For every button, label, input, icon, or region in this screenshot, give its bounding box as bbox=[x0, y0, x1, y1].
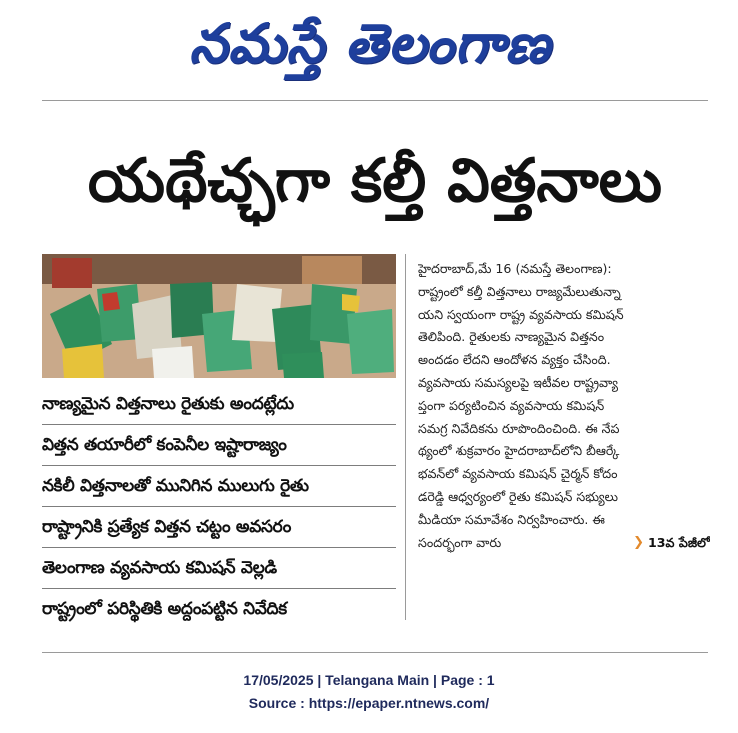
highlight-item: విత్తన తయారీలో కంపెనీల ఇష్టారాజ్యం bbox=[42, 425, 396, 466]
body-line: డరెడ్డి ఆధ్వర్యంలో రైతు కమిషన్ సభ్యులు bbox=[418, 488, 618, 504]
masthead-rule bbox=[42, 100, 708, 101]
body-line: రాష్ట్రంలో కల్తీ విత్తనాలు రాజ్యమేలుతున్నా bbox=[418, 283, 621, 299]
body-line: అందడం లేదని ఆందోళన వ్యక్తం చేసింది. bbox=[418, 352, 611, 368]
article-headline: యథేచ్ఛగా కల్తీ విత్తనాలు bbox=[87, 146, 663, 216]
body-line: సందర్భంగా వారు bbox=[418, 534, 502, 550]
body-line: ప్తంగా పర్యటించిన వ్యవసాయ కమిషన్ bbox=[418, 397, 605, 413]
body-line: యని స్వయంగా రాష్ట్ర వ్యవసాయ కమిషన్ bbox=[418, 306, 624, 322]
source-info: Source : https://epaper.ntnews.com/ bbox=[248, 695, 490, 711]
footer-rule bbox=[42, 652, 708, 653]
article-body bbox=[418, 258, 710, 554]
column-divider bbox=[405, 254, 406, 620]
highlight-item: తెలంగాణ వ్యవసాయ కమిషన్ వెల్లడి bbox=[42, 548, 396, 589]
seed-packets-photo bbox=[42, 254, 396, 378]
highlights-list bbox=[42, 384, 396, 629]
seed-packets-illustration bbox=[42, 254, 396, 378]
body-last-line bbox=[418, 532, 710, 555]
body-line: హైదరాబాద్,మే 16 (నమస్తే తెలంగాణ): bbox=[418, 261, 612, 276]
body-line: భవన్‌లో వ్యవసాయ కమిషన్ చైర్మన్ కోదం bbox=[418, 466, 618, 482]
highlight-item: రాష్ట్రానికి ప్రత్యేక విత్తన చట్టం అవసరం bbox=[42, 507, 396, 548]
masthead-logo: నమస్తే తెలంగాణ bbox=[189, 12, 551, 75]
highlight-item: రాష్ట్రంలో పరిస్థితికి అద్దంపట్టిన నివేదిక bbox=[42, 599, 287, 619]
edition-info: 17/05/2025 | Telangana Main | Page : 1 bbox=[243, 672, 495, 688]
highlight-item: నాణ్యమైన విత్తనాలు రైతుకు అందట్లేదు bbox=[42, 384, 396, 425]
chevron-right-icon: ❯ bbox=[633, 534, 645, 550]
body-line: థ్యంలో శుక్రవారం హైదరాబాద్‌లోని బీఆర్కే bbox=[418, 443, 620, 459]
continued-on-page-link[interactable] bbox=[633, 532, 710, 555]
body-line: మీడియా సమావేశం నిర్వహించారు. ఈ bbox=[418, 511, 605, 527]
body-line: తెలిపింది. రైతులకు నాణ్యమైన విత్తనం bbox=[418, 329, 605, 345]
body-line: వ్యవసాయ సమస్యలపై ఇటీవల రాష్ట్రవ్యా bbox=[418, 374, 618, 390]
body-line: సమగ్ర నివేదికను రూపొందించింది. ఈ నేప bbox=[418, 420, 620, 436]
continued-label: 13వ పేజీలో bbox=[648, 534, 710, 550]
highlight-item: నకిలీ విత్తనాలతో మునిగిన ములుగు రైతు bbox=[42, 466, 396, 507]
